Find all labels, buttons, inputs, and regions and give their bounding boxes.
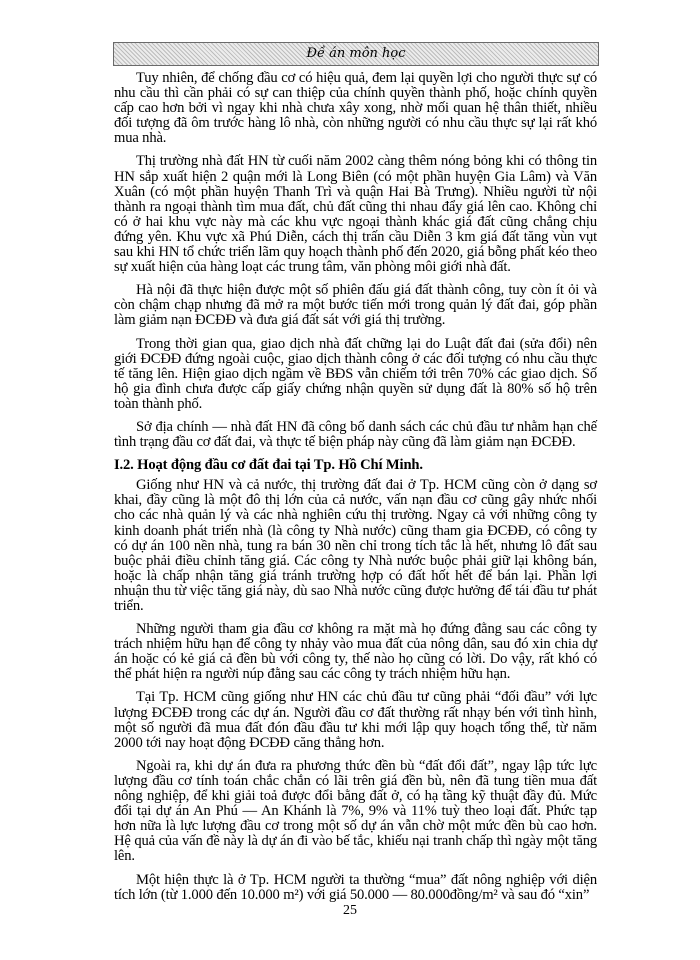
paragraph: Tại Tp. HCM cũng giống như HN các chủ đầu tư cũng phải “đối đầu” với lực lượng ĐCĐĐ trong các dự án. Người đầu cơ đất thường rất nhạy bén với tình hình, một số người đã mua đất đón đầu đầu tư khi mới lập quy hoạch tổng thể, từ năm 2000 tới nay hoạt động ĐCĐĐ căng thẳng hơn. xyxy=(114,689,597,751)
paragraph: Sở địa chính — nhà đất HN đã công bố danh sách các chủ đầu tư nhằm hạn chế tình trạng đầu cơ đất đai, và thực tế biện pháp này cũng đã làm giảm nạn ĐCĐĐ. xyxy=(114,418,597,451)
paragraph: Ngoài ra, khi dự án đưa ra phương thức đền bù “đất đổi đất”, ngay lập tức lực lượng đầu cơ tính toán chắc chắn có lãi trên giá đền bù, nên đã tung tiền mua đất nông nghiệp, để khi giải toả được đổi bằng đất ở, có hạ tầng kỹ thuật đầy đủ. Mức đổi tại dự án An Phú — An Khánh là 7%, 9% và 11% tuỳ theo loại đất. Phức tạp hơn nữa là lực lượng đầu cơ trong một số dự án vẫn chờ một mức đền bù cao hơn. Hệ quả của vấn đề này là dự án đi vào bế tắc, khiếu nại tranh chấp thì ngày một tăng lên. xyxy=(114,757,597,865)
paragraph: Tuy nhiên, để chống đầu cơ có hiệu quả, đem lại quyền lợi cho người thực sự có nhu cầu thì cần phải có sự can thiệp của chính quyền thành phố, hoặc chính quyền cấp cao hơn bởi vì ngay khi nhà chưa xây xong, nhờ mối quan hệ thân thiết, nhiều đối tượng đã ôm trước hàng lô nhà, còn những người có nhu cầu thực sự lại rất khó mua nhà. xyxy=(114,70,597,147)
paragraph: Hà nội đã thực hiện được một số phiên đấu giá đất thành công, tuy còn ít ỏi và còn chậm chạp nhưng đã mở ra một bước tiến mới trong quản lý đất đai, góp phần làm giảm nạn ĐCĐĐ và đưa giá đất sát với giá thị trường. xyxy=(114,282,597,329)
paragraph: Một hiện thực là ở Tp. HCM người ta thường “mua” đất nông nghiệp với diện tích lớn (từ 1.000 đến 10.000 m²) với giá 50.000 — 80.000đồng/m² và sau đó “xin” xyxy=(114,871,597,903)
page-header xyxy=(113,42,599,66)
paragraph: Thị trường nhà đất HN từ cuối năm 2002 càng thêm nóng bỏng khi có thông tin HN sắp xuất hiện 2 quận mới là Long Biên (có một phần huyện Gia Lâm) và Văn Xuân (có một phần huyện Thanh Trì và quận Hai Bà Trưng). Nhiều người từ nội thành ra ngoại thành tìm mua đất, chủ đất cũng thi nhau đẩy giá lên cao. Không chỉ có ở hai khu vực này mà các khu vực ngoại thành khác giá đất cũng chẳng chịu đứng yên. Khu vực xã Phú Diễn, cách thị trấn cầu Diễn 3 km giá đất tăng vùn vụt sau khi HN tổ chức triển lãm quy hoạch thành phố đến 2020, giá bỗng phất kéo theo sự xuất hiện của hàng loạt các trung tâm, văn phòng môi giới nhà đất. xyxy=(114,153,597,276)
paragraph: Những người tham gia đầu cơ không ra mặt mà họ đứng đằng sau các công ty trách nhiệm hữu hạn để công ty nhảy vào mua đất của nông dân, sau đó xin chia dự án hoặc có kẻ giá cả đền bù với công ty, thế nào họ cũng có lời. Do vậy, rất khó có thể phát hiện ra người núp đằng sau các công ty trách nhiệm hữu hạn. xyxy=(114,621,597,683)
paragraph: Trong thời gian qua, giao dịch nhà đất chững lại do Luật đất đai (sửa đổi) nên giới ĐCĐĐ đứng ngoài cuộc, giao dịch thành công ở các đối tượng có nhu cầu thực tế tăng lên. Hiện giao dịch ngầm về BĐS vẫn chiếm tới trên 70% các giao dịch. Số hộ gia đình chưa được cấp giấy chứng nhận quyền sử dụng đất là 80% số hộ trên toàn thành phố. xyxy=(114,335,597,412)
page-number: 25 xyxy=(343,903,357,918)
section-heading: I.2. Hoạt động đầu cơ đất đai tại Tp. Hồ Chí Minh. xyxy=(114,457,423,474)
body-text xyxy=(114,71,597,911)
header-title: Đề án môn học xyxy=(306,46,406,61)
paragraph: Giống như HN và cả nước, thị trường đất đai ở Tp. HCM cũng còn ở dạng sơ khai, đầy cũng là một đô thị lớn của cả nước, vấn nạn đầu cơ cũng gây nhức nhối cho các nhà quản lý và các nhà nghiên cứu thị trường. Ngay cả với những công ty kinh doanh phát triển nhà (là công ty Nhà nước) cũng tham gia ĐCĐĐ, có công ty có dự án 100 nền nhà, tung ra bán 30 nền chỉ trong tích tắc là hết, nhưng lô đất sau buộc phải điều chỉnh tăng giá. Các công ty Nhà nước buộc phải giữ lại không bán, hoặc là chấp nhận tăng giá tránh trường hợp có đất hốt hết để bán lại. Phần lợi nhuận thu từ việc tăng giá này, dù sao Nhà nước cũng được hưởng để tái đầu tư phát triển. xyxy=(114,477,597,614)
